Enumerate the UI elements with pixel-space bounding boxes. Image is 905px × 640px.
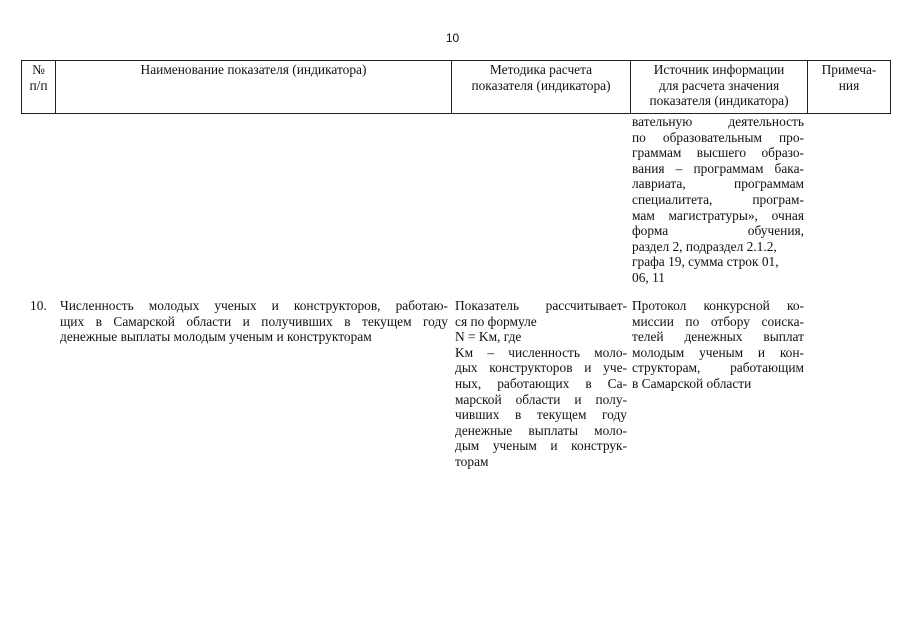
row-name-line: Численность молодых ученых и конструкторов, работаю- (60, 298, 448, 313)
header-source-line: Источник информации (653, 62, 785, 77)
continuation-source-line: мам магистратуры», очная (632, 207, 804, 223)
continuation-source-line: специалитета, програм- (632, 191, 804, 207)
header-method-line: показателя (индикатора) (471, 77, 611, 93)
continuation-source-line: графа 19, сумма строк 01, (632, 254, 779, 270)
row-source-cell (632, 298, 804, 392)
row-number-text: 10. (30, 298, 47, 313)
header-method-line: Методика расчета (489, 62, 593, 77)
header-source (631, 62, 807, 109)
row-method-cell (455, 298, 627, 470)
row-method-line: дых конструкторов и уче- (455, 360, 627, 376)
row-method-line: торам (455, 453, 489, 469)
continuation-source-line: по образовательным про- (632, 129, 804, 145)
row-source-line: телей денежных выплат (632, 329, 804, 345)
continuation-source-line: лавриата, программам (632, 176, 804, 192)
continuation-source-line: вательную деятельность (632, 114, 804, 129)
header-note (808, 62, 890, 93)
row-source-line: миссии по отбору соиска- (632, 313, 804, 329)
row-method-line: ся по формуле (455, 313, 537, 329)
header-source-line: показателя (индикатора) (649, 93, 789, 109)
row-method-line: чивших в текущем году (455, 407, 627, 423)
row-method-line: Показатель рассчитывает- (455, 298, 627, 313)
header-method (452, 62, 630, 93)
continuation-source-line: форма обучения, (632, 223, 804, 239)
row-method-line: N = Kм, где (455, 329, 522, 345)
row-method-line: Kм – численность моло- (455, 344, 627, 360)
row-method-line: денежные выплаты моло- (455, 422, 627, 438)
header-note-line: Примеча- (821, 62, 877, 77)
row-method-line: марской области и полу- (455, 391, 627, 407)
continuation-source-line: граммам высшего образо- (632, 145, 804, 161)
row-name-line: щих в Самарской области и получивших в текущем году (60, 313, 448, 329)
continuation-source-line: вания – программам бака- (632, 160, 804, 176)
continuation-source-cell (632, 114, 804, 286)
row-source-line: молодым ученым и кон- (632, 344, 804, 360)
row-source-line: структорам, работающим (632, 360, 804, 376)
row-name-cell (60, 298, 448, 345)
table-top-border (21, 60, 891, 61)
row-number (30, 298, 54, 314)
row-name-line: денежные выплаты молодым ученым и конструкторам (60, 329, 372, 345)
header-name (56, 62, 451, 78)
row-source-line: Протокол конкурсной ко- (632, 298, 804, 313)
continuation-source-line: 06, 11 (632, 269, 665, 285)
page-number: 10 (445, 31, 460, 45)
header-name-text: Наименование показателя (индикатора) (140, 62, 367, 77)
row-source-line: в Самарской области (632, 375, 752, 391)
header-number-line: № (32, 62, 45, 77)
column-divider (890, 60, 891, 114)
row-method-line: ных, работающих в Са- (455, 375, 627, 391)
header-number (22, 62, 55, 93)
continuation-source-line: раздел 2, подраздел 2.1.2, (632, 238, 777, 254)
header-source-line: для расчета значения (658, 77, 780, 93)
header-note-line: ния (838, 77, 860, 93)
row-method-line: дым ученым и конструк- (455, 438, 627, 454)
header-number-line: п/п (29, 77, 48, 93)
